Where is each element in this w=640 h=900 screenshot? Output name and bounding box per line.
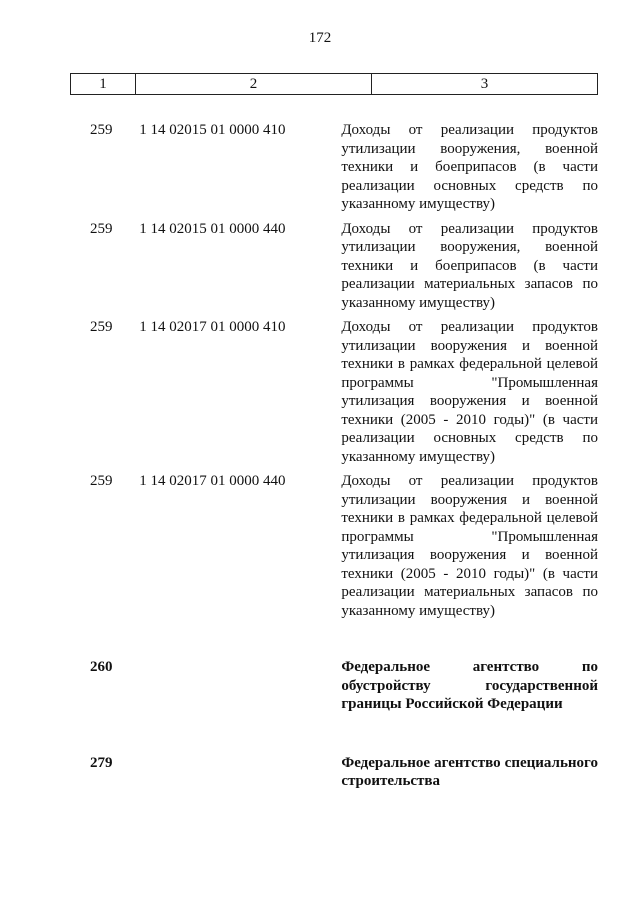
income-description: Доходы от реализации продуктов утилизации вооружения и военной техники в рамках федеральной целевой программы "Промышленная утилизация вооружения и военной техники (2005 - 2010 годы)" (в части реализации основных средств по указанному имуществу) — [341, 319, 598, 465]
table-row — [70, 318, 598, 466]
kbk-code: 1 14 02015 01 0000 440 — [139, 220, 286, 237]
header-col-1: 1 — [71, 74, 136, 94]
income-description: Доходы от реализации продуктов утилизации вооружения, военной техники и боеприпасов (в части реализации основных средств по указанному имуществу) — [341, 122, 598, 212]
agency-code: 260 — [90, 659, 113, 675]
page-number: 172 — [308, 30, 332, 46]
agency-row — [70, 754, 598, 791]
kbk-code: 1 14 02017 01 0000 410 — [139, 319, 286, 335]
table-row — [70, 472, 598, 620]
admin-code: 259 — [90, 319, 113, 335]
income-description: Доходы от реализации продуктов утилизации вооружения и военной техники в рамках федеральной целевой программы "Промышленная утилизация вооружения и военной техники (2005 - 2010 годы)" (в части реализации материальных запасов по указанному имуществу) — [341, 473, 598, 619]
agency-name: Федеральное агентство по обустройству государственной границы Российской Федерации — [341, 659, 598, 712]
agency-name: Федеральное агентство специального строительства — [341, 754, 598, 789]
table-body — [70, 121, 598, 791]
agency-kbk-empty — [120, 754, 344, 791]
income-description: Доходы от реализации продуктов утилизации вооружения, военной техники и боеприпасов (в части реализации материальных запасов по указанному имуществу) — [341, 220, 598, 311]
admin-code: 259 — [90, 473, 113, 489]
header-col-3: 3 — [480, 75, 489, 92]
kbk-code: 1 14 02015 01 0000 410 — [139, 122, 286, 138]
table-row — [70, 220, 598, 313]
admin-code: 259 — [90, 220, 113, 237]
table-row — [70, 121, 598, 214]
agency-kbk-empty — [120, 658, 344, 714]
kbk-code: 1 14 02017 01 0000 440 — [139, 473, 286, 489]
admin-code: 259 — [90, 122, 113, 138]
header-col-2: 2 — [136, 74, 372, 94]
agency-row — [70, 658, 598, 714]
table-header — [70, 73, 598, 95]
agency-code: 279 — [90, 754, 113, 771]
